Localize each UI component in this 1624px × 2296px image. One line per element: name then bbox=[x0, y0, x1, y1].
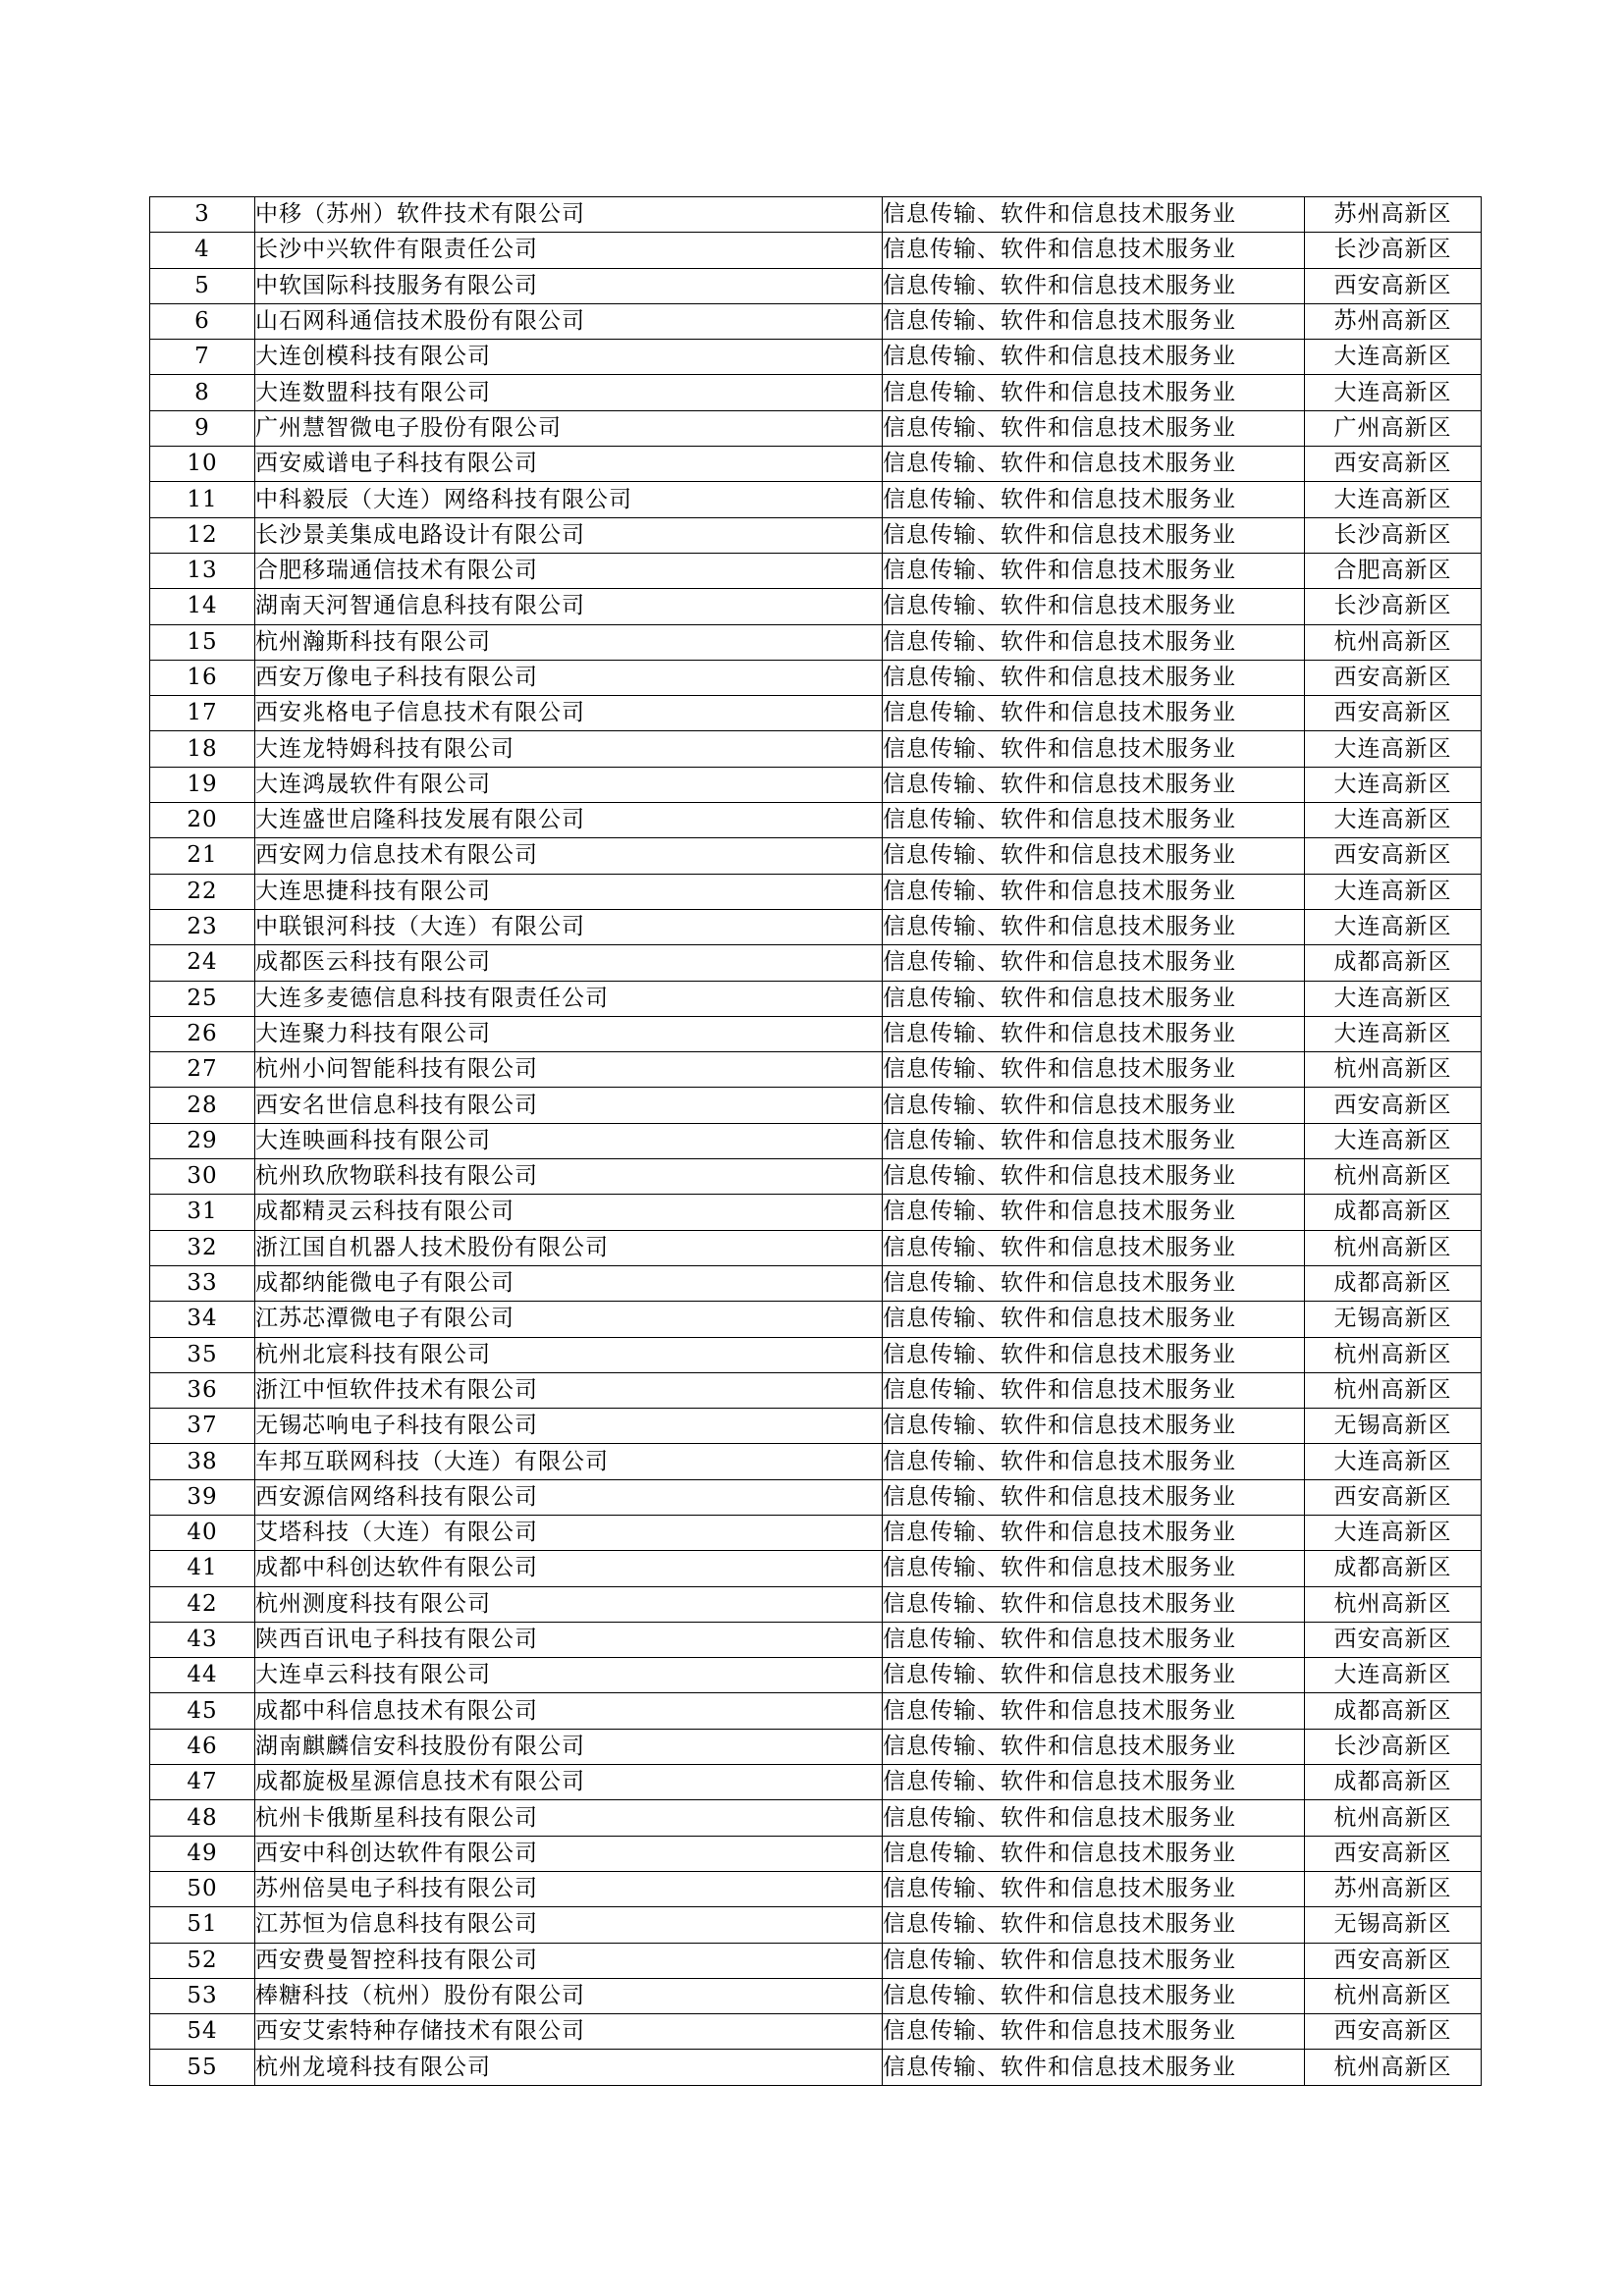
industry: 信息传输、软件和信息技术服务业 bbox=[883, 767, 1305, 802]
high-tech-zone: 无锡高新区 bbox=[1305, 1907, 1482, 1943]
industry: 信息传输、软件和信息技术服务业 bbox=[883, 1586, 1305, 1622]
industry: 信息传输、软件和信息技术服务业 bbox=[883, 981, 1305, 1016]
row-number: 46 bbox=[150, 1729, 255, 1764]
company-name: 江苏恒为信息科技有限公司 bbox=[255, 1907, 883, 1943]
high-tech-zone: 西安高新区 bbox=[1305, 1836, 1482, 1871]
table-row bbox=[150, 981, 1482, 1016]
row-number: 52 bbox=[150, 1943, 255, 1978]
row-number: 7 bbox=[150, 340, 255, 375]
table-row bbox=[150, 1444, 1482, 1479]
industry: 信息传输、软件和信息技术服务业 bbox=[883, 1729, 1305, 1764]
industry: 信息传输、软件和信息技术服务业 bbox=[883, 1978, 1305, 2013]
company-name: 中软国际科技服务有限公司 bbox=[255, 268, 883, 303]
table-row bbox=[150, 340, 1482, 375]
row-number: 6 bbox=[150, 303, 255, 339]
table-body bbox=[150, 197, 1482, 2086]
table-row bbox=[150, 767, 1482, 802]
company-name: 大连盛世启隆科技发展有限公司 bbox=[255, 803, 883, 838]
table-row bbox=[150, 1159, 1482, 1195]
table-row bbox=[150, 1016, 1482, 1051]
company-name: 长沙中兴软件有限责任公司 bbox=[255, 233, 883, 268]
row-number: 18 bbox=[150, 731, 255, 767]
industry: 信息传输、软件和信息技术服务业 bbox=[883, 624, 1305, 660]
high-tech-zone: 大连高新区 bbox=[1305, 909, 1482, 944]
company-name: 浙江国自机器人技术股份有限公司 bbox=[255, 1230, 883, 1265]
company-name: 大连多麦德信息科技有限责任公司 bbox=[255, 981, 883, 1016]
high-tech-zone: 西安高新区 bbox=[1305, 268, 1482, 303]
table-row bbox=[150, 1658, 1482, 1693]
company-name: 大连聚力科技有限公司 bbox=[255, 1016, 883, 1051]
table-row bbox=[150, 1836, 1482, 1871]
row-number: 30 bbox=[150, 1159, 255, 1195]
high-tech-zone: 大连高新区 bbox=[1305, 767, 1482, 802]
table-row bbox=[150, 233, 1482, 268]
table-row bbox=[150, 1372, 1482, 1408]
company-name: 西安网力信息技术有限公司 bbox=[255, 838, 883, 874]
high-tech-zone: 苏州高新区 bbox=[1305, 1871, 1482, 1906]
company-name: 长沙景美集成电路设计有限公司 bbox=[255, 517, 883, 553]
industry: 信息传输、软件和信息技术服务业 bbox=[883, 660, 1305, 695]
high-tech-zone: 大连高新区 bbox=[1305, 1016, 1482, 1051]
industry: 信息传输、软件和信息技术服务业 bbox=[883, 1372, 1305, 1408]
high-tech-zone: 西安高新区 bbox=[1305, 1622, 1482, 1657]
company-name: 成都纳能微电子有限公司 bbox=[255, 1265, 883, 1301]
industry: 信息传输、软件和信息技术服务业 bbox=[883, 340, 1305, 375]
industry: 信息传输、软件和信息技术服务业 bbox=[883, 945, 1305, 981]
row-number: 44 bbox=[150, 1658, 255, 1693]
table-row bbox=[150, 1871, 1482, 1906]
high-tech-zone: 杭州高新区 bbox=[1305, 1978, 1482, 2013]
row-number: 21 bbox=[150, 838, 255, 874]
row-number: 42 bbox=[150, 1586, 255, 1622]
company-name: 大连龙特姆科技有限公司 bbox=[255, 731, 883, 767]
company-name: 大连卓云科技有限公司 bbox=[255, 1658, 883, 1693]
company-name: 中移（苏州）软件技术有限公司 bbox=[255, 197, 883, 233]
industry: 信息传输、软件和信息技术服务业 bbox=[883, 1515, 1305, 1550]
company-name: 车邦互联网科技（大连）有限公司 bbox=[255, 1444, 883, 1479]
high-tech-zone: 杭州高新区 bbox=[1305, 1230, 1482, 1265]
company-name: 苏州倍昊电子科技有限公司 bbox=[255, 1871, 883, 1906]
row-number: 5 bbox=[150, 268, 255, 303]
industry: 信息传输、软件和信息技术服务业 bbox=[883, 553, 1305, 588]
high-tech-zone: 无锡高新区 bbox=[1305, 1409, 1482, 1444]
row-number: 48 bbox=[150, 1800, 255, 1836]
table-row bbox=[150, 268, 1482, 303]
high-tech-zone: 合肥高新区 bbox=[1305, 553, 1482, 588]
table-row bbox=[150, 1409, 1482, 1444]
high-tech-zone: 大连高新区 bbox=[1305, 731, 1482, 767]
row-number: 17 bbox=[150, 696, 255, 731]
industry: 信息传输、软件和信息技术服务业 bbox=[883, 1943, 1305, 1978]
company-name: 棒糖科技（杭州）股份有限公司 bbox=[255, 1978, 883, 2013]
row-number: 25 bbox=[150, 981, 255, 1016]
industry: 信息传输、软件和信息技术服务业 bbox=[883, 1551, 1305, 1586]
table-row bbox=[150, 1907, 1482, 1943]
table-row bbox=[150, 874, 1482, 909]
high-tech-zone: 成都高新区 bbox=[1305, 1693, 1482, 1729]
row-number: 16 bbox=[150, 660, 255, 695]
company-name: 中科毅辰（大连）网络科技有限公司 bbox=[255, 482, 883, 517]
company-name: 湖南天河智通信息科技有限公司 bbox=[255, 589, 883, 624]
industry: 信息传输、软件和信息技术服务业 bbox=[883, 838, 1305, 874]
high-tech-zone: 大连高新区 bbox=[1305, 482, 1482, 517]
company-name: 陕西百讯电子科技有限公司 bbox=[255, 1622, 883, 1657]
high-tech-zone: 长沙高新区 bbox=[1305, 233, 1482, 268]
row-number: 47 bbox=[150, 1765, 255, 1800]
industry: 信息传输、软件和信息技术服务业 bbox=[883, 874, 1305, 909]
industry: 信息传输、软件和信息技术服务业 bbox=[883, 268, 1305, 303]
industry: 信息传输、软件和信息技术服务业 bbox=[883, 410, 1305, 446]
table-row bbox=[150, 1586, 1482, 1622]
row-number: 55 bbox=[150, 2050, 255, 2085]
industry: 信息传输、软件和信息技术服务业 bbox=[883, 1658, 1305, 1693]
row-number: 36 bbox=[150, 1372, 255, 1408]
industry: 信息传输、软件和信息技术服务业 bbox=[883, 1123, 1305, 1158]
table-row bbox=[150, 1302, 1482, 1337]
industry: 信息传输、软件和信息技术服务业 bbox=[883, 482, 1305, 517]
industry: 信息传输、软件和信息技术服务业 bbox=[883, 375, 1305, 410]
high-tech-zone: 无锡高新区 bbox=[1305, 1302, 1482, 1337]
company-name: 艾塔科技（大连）有限公司 bbox=[255, 1515, 883, 1550]
industry: 信息传输、软件和信息技术服务业 bbox=[883, 447, 1305, 482]
table-row bbox=[150, 553, 1482, 588]
table-row bbox=[150, 1943, 1482, 1978]
high-tech-zone: 大连高新区 bbox=[1305, 1515, 1482, 1550]
table-row bbox=[150, 1195, 1482, 1230]
high-tech-zone: 杭州高新区 bbox=[1305, 1052, 1482, 1088]
company-name: 中联银河科技（大连）有限公司 bbox=[255, 909, 883, 944]
high-tech-zone: 杭州高新区 bbox=[1305, 1586, 1482, 1622]
table-row bbox=[150, 1729, 1482, 1764]
high-tech-zone: 大连高新区 bbox=[1305, 340, 1482, 375]
row-number: 35 bbox=[150, 1337, 255, 1372]
industry: 信息传输、软件和信息技术服务业 bbox=[883, 1409, 1305, 1444]
row-number: 20 bbox=[150, 803, 255, 838]
industry: 信息传输、软件和信息技术服务业 bbox=[883, 197, 1305, 233]
company-name: 杭州小问智能科技有限公司 bbox=[255, 1052, 883, 1088]
high-tech-zone: 杭州高新区 bbox=[1305, 624, 1482, 660]
high-tech-zone: 西安高新区 bbox=[1305, 2014, 1482, 2050]
row-number: 51 bbox=[150, 1907, 255, 1943]
high-tech-zone: 西安高新区 bbox=[1305, 696, 1482, 731]
company-name: 成都中科信息技术有限公司 bbox=[255, 1693, 883, 1729]
row-number: 19 bbox=[150, 767, 255, 802]
row-number: 39 bbox=[150, 1479, 255, 1515]
high-tech-zone: 成都高新区 bbox=[1305, 1265, 1482, 1301]
industry: 信息传输、软件和信息技术服务业 bbox=[883, 1016, 1305, 1051]
company-name: 杭州北宸科技有限公司 bbox=[255, 1337, 883, 1372]
high-tech-zone: 杭州高新区 bbox=[1305, 1159, 1482, 1195]
company-name: 西安艾索特种存储技术有限公司 bbox=[255, 2014, 883, 2050]
high-tech-zone: 大连高新区 bbox=[1305, 981, 1482, 1016]
row-number: 24 bbox=[150, 945, 255, 981]
table-row bbox=[150, 909, 1482, 944]
row-number: 11 bbox=[150, 482, 255, 517]
company-name: 西安源信网络科技有限公司 bbox=[255, 1479, 883, 1515]
company-name: 西安兆格电子信息技术有限公司 bbox=[255, 696, 883, 731]
industry: 信息传输、软件和信息技术服务业 bbox=[883, 2050, 1305, 2085]
high-tech-zone: 大连高新区 bbox=[1305, 1444, 1482, 1479]
high-tech-zone: 西安高新区 bbox=[1305, 447, 1482, 482]
table-row bbox=[150, 803, 1482, 838]
table-row bbox=[150, 1337, 1482, 1372]
row-number: 45 bbox=[150, 1693, 255, 1729]
company-name: 大连思捷科技有限公司 bbox=[255, 874, 883, 909]
high-tech-zone: 西安高新区 bbox=[1305, 838, 1482, 874]
row-number: 3 bbox=[150, 197, 255, 233]
high-tech-zone: 苏州高新区 bbox=[1305, 197, 1482, 233]
company-list-table bbox=[149, 196, 1482, 2086]
industry: 信息传输、软件和信息技术服务业 bbox=[883, 2014, 1305, 2050]
row-number: 14 bbox=[150, 589, 255, 624]
row-number: 32 bbox=[150, 1230, 255, 1265]
company-name: 杭州测度科技有限公司 bbox=[255, 1586, 883, 1622]
company-name: 杭州玖欣物联科技有限公司 bbox=[255, 1159, 883, 1195]
high-tech-zone: 杭州高新区 bbox=[1305, 1337, 1482, 1372]
table-row bbox=[150, 2050, 1482, 2085]
industry: 信息传输、软件和信息技术服务业 bbox=[883, 517, 1305, 553]
row-number: 31 bbox=[150, 1195, 255, 1230]
industry: 信息传输、软件和信息技术服务业 bbox=[883, 1444, 1305, 1479]
company-name: 江苏芯潭微电子有限公司 bbox=[255, 1302, 883, 1337]
row-number: 54 bbox=[150, 2014, 255, 2050]
industry: 信息传输、软件和信息技术服务业 bbox=[883, 803, 1305, 838]
row-number: 37 bbox=[150, 1409, 255, 1444]
company-name: 西安中科创达软件有限公司 bbox=[255, 1836, 883, 1871]
table-row bbox=[150, 447, 1482, 482]
industry: 信息传输、软件和信息技术服务业 bbox=[883, 909, 1305, 944]
company-name: 成都旋极星源信息技术有限公司 bbox=[255, 1765, 883, 1800]
industry: 信息传输、软件和信息技术服务业 bbox=[883, 731, 1305, 767]
table-row bbox=[150, 1551, 1482, 1586]
company-name: 山石网科通信技术股份有限公司 bbox=[255, 303, 883, 339]
table-row bbox=[150, 1515, 1482, 1550]
company-name: 湖南麒麟信安科技股份有限公司 bbox=[255, 1729, 883, 1764]
row-number: 23 bbox=[150, 909, 255, 944]
industry: 信息传输、软件和信息技术服务业 bbox=[883, 696, 1305, 731]
company-name: 成都医云科技有限公司 bbox=[255, 945, 883, 981]
industry: 信息传输、软件和信息技术服务业 bbox=[883, 1265, 1305, 1301]
industry: 信息传输、软件和信息技术服务业 bbox=[883, 1052, 1305, 1088]
row-number: 12 bbox=[150, 517, 255, 553]
industry: 信息传输、软件和信息技术服务业 bbox=[883, 1088, 1305, 1123]
industry: 信息传输、软件和信息技术服务业 bbox=[883, 1337, 1305, 1372]
high-tech-zone: 长沙高新区 bbox=[1305, 1729, 1482, 1764]
company-name: 成都精灵云科技有限公司 bbox=[255, 1195, 883, 1230]
industry: 信息传输、软件和信息技术服务业 bbox=[883, 1302, 1305, 1337]
table-row bbox=[150, 375, 1482, 410]
row-number: 49 bbox=[150, 1836, 255, 1871]
table-row bbox=[150, 1265, 1482, 1301]
high-tech-zone: 杭州高新区 bbox=[1305, 1372, 1482, 1408]
company-name: 大连数盟科技有限公司 bbox=[255, 375, 883, 410]
row-number: 29 bbox=[150, 1123, 255, 1158]
company-name: 杭州龙境科技有限公司 bbox=[255, 2050, 883, 2085]
industry: 信息传输、软件和信息技术服务业 bbox=[883, 1907, 1305, 1943]
row-number: 50 bbox=[150, 1871, 255, 1906]
company-name: 西安名世信息科技有限公司 bbox=[255, 1088, 883, 1123]
row-number: 22 bbox=[150, 874, 255, 909]
high-tech-zone: 大连高新区 bbox=[1305, 375, 1482, 410]
industry: 信息传输、软件和信息技术服务业 bbox=[883, 1836, 1305, 1871]
high-tech-zone: 成都高新区 bbox=[1305, 1195, 1482, 1230]
table-row bbox=[150, 731, 1482, 767]
company-name: 浙江中恒软件技术有限公司 bbox=[255, 1372, 883, 1408]
company-name: 大连创模科技有限公司 bbox=[255, 340, 883, 375]
high-tech-zone: 大连高新区 bbox=[1305, 803, 1482, 838]
high-tech-zone: 成都高新区 bbox=[1305, 1551, 1482, 1586]
high-tech-zone: 大连高新区 bbox=[1305, 1123, 1482, 1158]
table-row bbox=[150, 1123, 1482, 1158]
industry: 信息传输、软件和信息技术服务业 bbox=[883, 1622, 1305, 1657]
company-name: 杭州瀚斯科技有限公司 bbox=[255, 624, 883, 660]
industry: 信息传输、软件和信息技术服务业 bbox=[883, 303, 1305, 339]
high-tech-zone: 苏州高新区 bbox=[1305, 303, 1482, 339]
high-tech-zone: 西安高新区 bbox=[1305, 1088, 1482, 1123]
table-row bbox=[150, 589, 1482, 624]
table-row bbox=[150, 1978, 1482, 2013]
row-number: 53 bbox=[150, 1978, 255, 2013]
table-row bbox=[150, 1693, 1482, 1729]
company-name: 大连映画科技有限公司 bbox=[255, 1123, 883, 1158]
company-name: 合肥移瑞通信技术有限公司 bbox=[255, 553, 883, 588]
table-row bbox=[150, 197, 1482, 233]
table-row bbox=[150, 410, 1482, 446]
high-tech-zone: 长沙高新区 bbox=[1305, 517, 1482, 553]
industry: 信息传输、软件和信息技术服务业 bbox=[883, 233, 1305, 268]
row-number: 27 bbox=[150, 1052, 255, 1088]
table-row bbox=[150, 303, 1482, 339]
industry: 信息传输、软件和信息技术服务业 bbox=[883, 1479, 1305, 1515]
table-row bbox=[150, 696, 1482, 731]
industry: 信息传输、软件和信息技术服务业 bbox=[883, 1871, 1305, 1906]
high-tech-zone: 杭州高新区 bbox=[1305, 2050, 1482, 2085]
table-row bbox=[150, 624, 1482, 660]
table-row bbox=[150, 1800, 1482, 1836]
high-tech-zone: 杭州高新区 bbox=[1305, 1800, 1482, 1836]
high-tech-zone: 大连高新区 bbox=[1305, 1658, 1482, 1693]
table-row bbox=[150, 1088, 1482, 1123]
high-tech-zone: 西安高新区 bbox=[1305, 1943, 1482, 1978]
industry: 信息传输、软件和信息技术服务业 bbox=[883, 1765, 1305, 1800]
company-name: 成都中科创达软件有限公司 bbox=[255, 1551, 883, 1586]
row-number: 26 bbox=[150, 1016, 255, 1051]
table-row bbox=[150, 1052, 1482, 1088]
industry: 信息传输、软件和信息技术服务业 bbox=[883, 1159, 1305, 1195]
table-row bbox=[150, 1230, 1482, 1265]
high-tech-zone: 西安高新区 bbox=[1305, 660, 1482, 695]
row-number: 38 bbox=[150, 1444, 255, 1479]
table-row bbox=[150, 945, 1482, 981]
table-row bbox=[150, 1765, 1482, 1800]
table-row bbox=[150, 517, 1482, 553]
row-number: 4 bbox=[150, 233, 255, 268]
row-number: 34 bbox=[150, 1302, 255, 1337]
company-name: 杭州卡俄斯星科技有限公司 bbox=[255, 1800, 883, 1836]
high-tech-zone: 大连高新区 bbox=[1305, 874, 1482, 909]
company-name: 西安万像电子科技有限公司 bbox=[255, 660, 883, 695]
table-row bbox=[150, 1479, 1482, 1515]
row-number: 9 bbox=[150, 410, 255, 446]
industry: 信息传输、软件和信息技术服务业 bbox=[883, 1195, 1305, 1230]
table-row bbox=[150, 1622, 1482, 1657]
high-tech-zone: 长沙高新区 bbox=[1305, 589, 1482, 624]
row-number: 43 bbox=[150, 1622, 255, 1657]
table-row bbox=[150, 660, 1482, 695]
high-tech-zone: 成都高新区 bbox=[1305, 1765, 1482, 1800]
row-number: 41 bbox=[150, 1551, 255, 1586]
row-number: 15 bbox=[150, 624, 255, 660]
row-number: 10 bbox=[150, 447, 255, 482]
industry: 信息传输、软件和信息技术服务业 bbox=[883, 1230, 1305, 1265]
company-name: 西安威谱电子科技有限公司 bbox=[255, 447, 883, 482]
row-number: 40 bbox=[150, 1515, 255, 1550]
industry: 信息传输、软件和信息技术服务业 bbox=[883, 1693, 1305, 1729]
row-number: 28 bbox=[150, 1088, 255, 1123]
company-name: 广州慧智微电子股份有限公司 bbox=[255, 410, 883, 446]
table-row bbox=[150, 482, 1482, 517]
table-row bbox=[150, 838, 1482, 874]
industry: 信息传输、软件和信息技术服务业 bbox=[883, 589, 1305, 624]
high-tech-zone: 成都高新区 bbox=[1305, 945, 1482, 981]
company-name: 大连鸿晟软件有限公司 bbox=[255, 767, 883, 802]
industry: 信息传输、软件和信息技术服务业 bbox=[883, 1800, 1305, 1836]
company-name: 西安费曼智控科技有限公司 bbox=[255, 1943, 883, 1978]
high-tech-zone: 广州高新区 bbox=[1305, 410, 1482, 446]
table-row bbox=[150, 2014, 1482, 2050]
row-number: 33 bbox=[150, 1265, 255, 1301]
row-number: 8 bbox=[150, 375, 255, 410]
high-tech-zone: 西安高新区 bbox=[1305, 1479, 1482, 1515]
company-name: 无锡芯响电子科技有限公司 bbox=[255, 1409, 883, 1444]
row-number: 13 bbox=[150, 553, 255, 588]
